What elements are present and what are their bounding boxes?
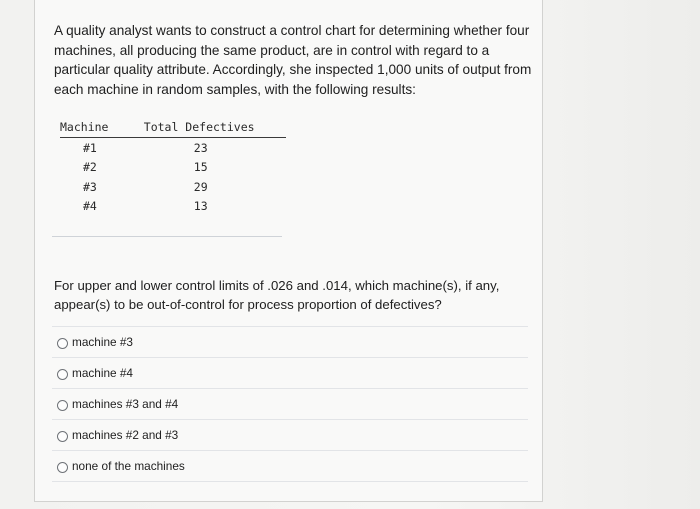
machine-cell: #2	[83, 160, 97, 175]
table-row	[60, 177, 286, 197]
option-label: machines #2 and #3	[72, 428, 179, 442]
defectives-table	[60, 118, 286, 216]
option-none-of-the-machines[interactable]	[52, 450, 528, 481]
option-label: machines #3 and #4	[72, 397, 179, 411]
radio-button[interactable]	[57, 462, 68, 473]
option-machines-3-and-4[interactable]	[52, 388, 528, 419]
table-row	[60, 197, 286, 217]
option-label: none of the machines	[72, 459, 185, 473]
table-header-row	[60, 118, 286, 138]
answer-options	[52, 326, 528, 482]
defectives-cell: 15	[193, 160, 208, 175]
header-machine: Machine	[60, 118, 120, 138]
radio-button[interactable]	[57, 369, 68, 380]
radio-button[interactable]	[57, 400, 68, 411]
machine-cell: #1	[83, 140, 97, 155]
prompt-text: For upper and lower control limits of .026 and .014, which machine(s), if any, appear(s) to be out-of-control for process proportion of defectives?	[54, 278, 500, 312]
option-machine-3[interactable]	[52, 326, 528, 357]
option-machines-2-and-3[interactable]	[52, 419, 528, 450]
defectives-cell: 13	[193, 199, 208, 214]
defectives-cell: 29	[193, 179, 208, 194]
header-total-defectives: Total Defectives	[120, 118, 286, 138]
question-text: A quality analyst wants to construct a control chart for determining whether four machines, all producing the same product, are in control with regard to a particular quality attribute. Accordingly, she inspected 1,000 units of output from each machine in random samples, with the following results:	[54, 23, 532, 97]
option-machine-4[interactable]	[52, 357, 528, 388]
options-bottom-divider	[52, 481, 528, 482]
option-label: machine #4	[72, 366, 133, 380]
defectives-cell: 23	[193, 140, 208, 155]
radio-button[interactable]	[57, 338, 68, 349]
radio-button[interactable]	[57, 431, 68, 442]
table-divider	[52, 236, 282, 237]
machine-cell: #4	[83, 199, 97, 214]
machine-cell: #3	[83, 179, 97, 194]
option-label: machine #3	[72, 335, 133, 349]
table-row	[60, 138, 286, 158]
table-row	[60, 158, 286, 178]
